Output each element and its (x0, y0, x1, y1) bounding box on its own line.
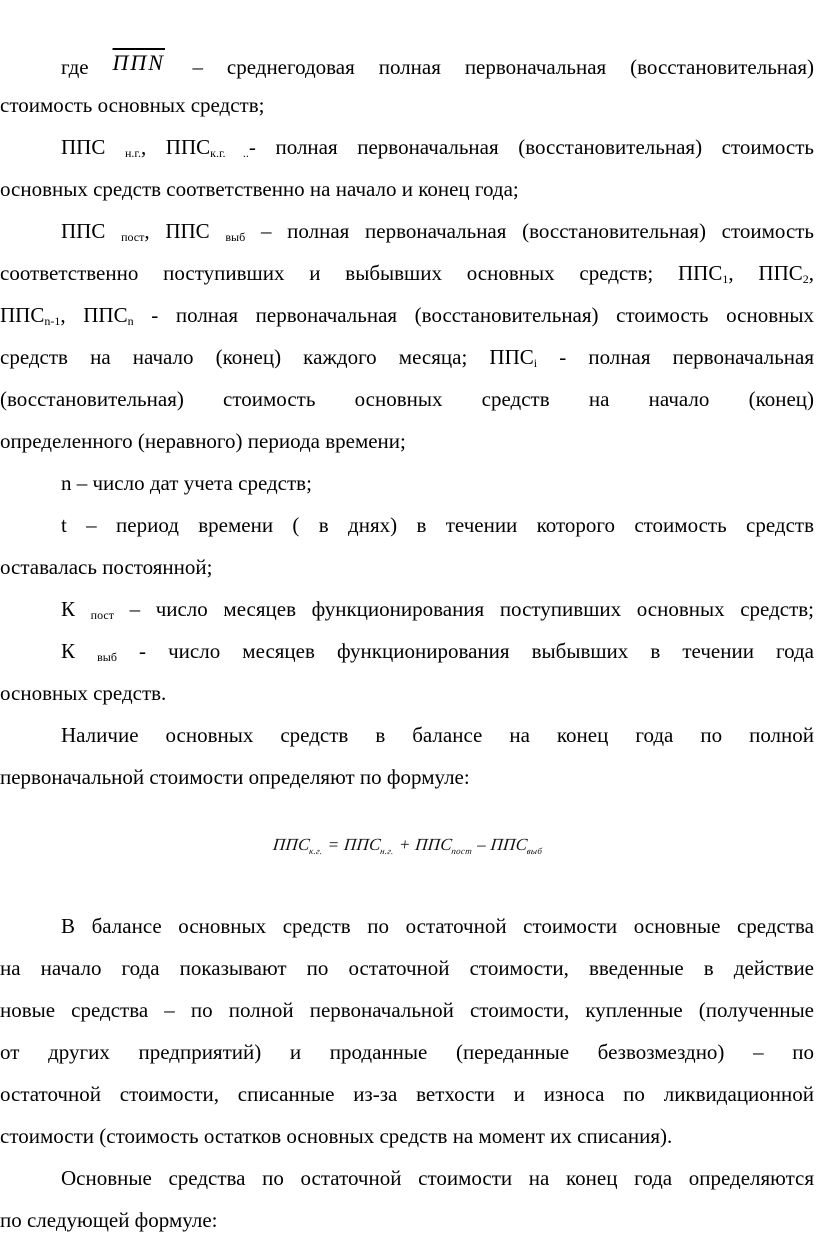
text-line-23: остаточной стоимости, списанные из-за ветхости и износа по ликвидационной (0, 1082, 814, 1106)
text-line-9: (восстановительная) стоимость основных средств на начало (конец) (0, 387, 814, 411)
text-line-5: ППС $_{пост}$, ППС $_{выб}$ – полная первоначальная (восстановительная) стоимость (61, 219, 815, 244)
text-line-21: новые средства – по полной первоначальной стоимости, купленные (полученные (0, 998, 814, 1022)
text-line-22: от других предприятий) и проданные (переданные безвозмездно) – по (0, 1040, 814, 1064)
text-line-18: первоначальной стоимости определяют по формуле: (0, 765, 470, 789)
text-line-14: К $_{пост}$ – число месяцев функционирования поступивших основных средств; (61, 597, 814, 622)
text-line-26: по следующей формуле: (0, 1208, 218, 1232)
text-line-19: В балансе основных средств по остаточной стоимости основные средства (61, 914, 814, 938)
average-cost-symbol: ППN (112, 50, 165, 75)
text-line-2: стоимость основных средств; (0, 93, 265, 117)
text-line-20: на начало года показывают по остаточной стоимости, введенные в действие (0, 956, 814, 980)
text-line-25: Основные средства по остаточной стоимости на конец года определяются (61, 1166, 814, 1190)
formula-closing-balance: $ППС_{к.г.} = ППС_{н.г.} + ППС_{пост} - ППС_{выб}$ (272, 835, 543, 856)
text-line-17: Наличие основных средств в балансе на конец года по полной (61, 723, 814, 747)
text-line-3: ППС $_{н.г.}$, $ППС_{к.г. ..}-$ полная первоначальная (восстановительная) стоимость (61, 135, 815, 160)
word-where: где (61, 55, 89, 79)
text-line-16: основных средств. (0, 681, 167, 705)
text-line-1 (0, 48, 814, 78)
text-line-13: оставалась постоянной; (0, 555, 213, 579)
text-line-6: соответственно поступивших и выбывших основных средств; $ППС_1$, $ППС_2$, (0, 261, 814, 286)
text-line-4: основных средств соответственно на начало и конец года; (0, 177, 519, 201)
text-line-10: определенного (неравного) периода времени; (0, 429, 406, 453)
text-line-24: стоимости (стоимость остатков основных средств на момент их списания). (0, 1124, 673, 1148)
text-line-7: $ППС_{n-1}$, $ППС_n$ - полная первоначальная (восстановительная) стоимость основных (0, 303, 814, 328)
text-line-12: t – период времени ( в днях) в течении которого стоимость средств (61, 513, 814, 537)
text-line-11: n – число дат учета средств; (61, 471, 312, 495)
line-1-text: – среднегодовая полная первоначальная (восстановительная) (192, 55, 814, 79)
text-line-15: К $_{выб}$ - число месяцев функционирования выбывших в течении года (61, 639, 815, 664)
text-line-8: средств на начало (конец) каждого месяца; $ППС_i$ - полная первоначальная (0, 345, 814, 370)
